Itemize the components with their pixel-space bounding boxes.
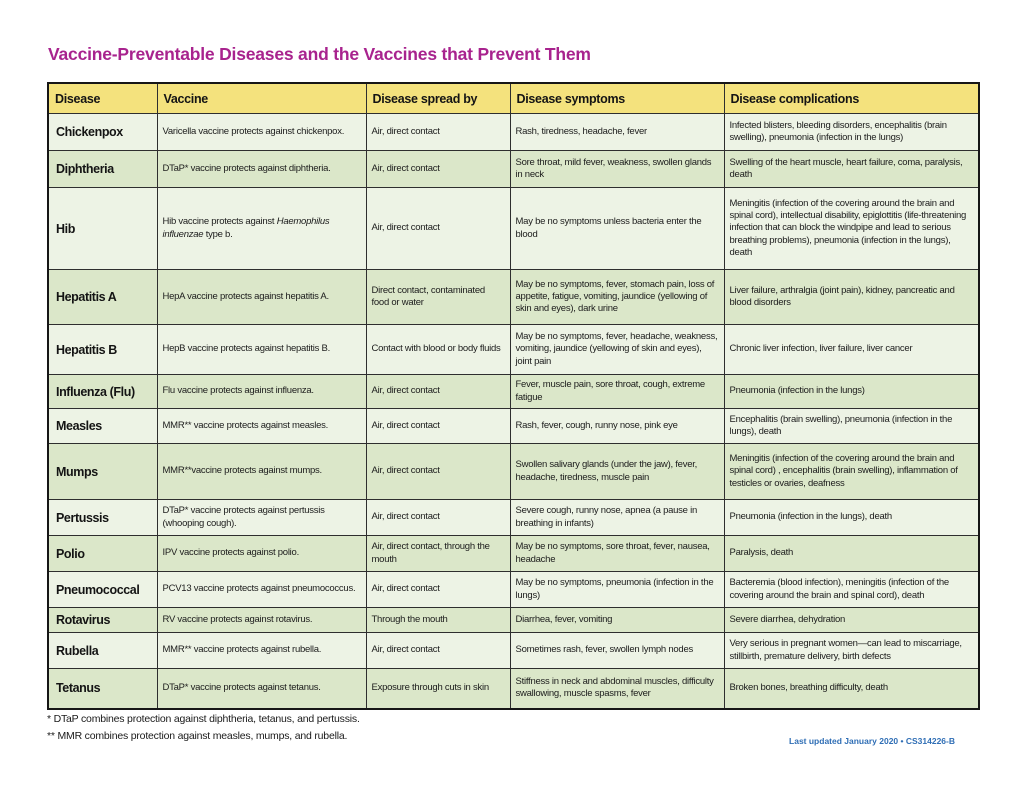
footnote-mmr: ** MMR combines protection against measles, mumps, and rubella. [47, 729, 348, 742]
cell-symptoms: Stiffness in neck and abdominal muscles, difficulty swallowing, muscle spasms, fever [510, 669, 724, 709]
cell-complications: Swelling of the heart muscle, heart failure, coma, paralysis, death [724, 151, 979, 188]
cell-complications: Pneumonia (infection in the lungs) [724, 375, 979, 409]
column-header-complications: Disease complications [724, 83, 979, 114]
cell-vaccine [157, 188, 366, 270]
cell-symptoms: May be no symptoms, pneumonia (infection in the lungs) [510, 572, 724, 608]
cell-complications: Pneumonia (infection in the lungs), death [724, 500, 979, 536]
cell-complications: Broken bones, breathing difficulty, death [724, 669, 979, 709]
cell-symptoms: Swollen salivary glands (under the jaw), fever, headache, tiredness, muscle pain [510, 444, 724, 500]
cell-disease: Influenza (Flu) [48, 375, 157, 409]
cell-disease: Hib [48, 188, 157, 270]
table-row [48, 188, 979, 270]
table-row [48, 270, 979, 325]
cell-symptoms: May be no symptoms, fever, headache, weakness, vomiting, jaundice (yellowing of skin and eyes), joint pain [510, 325, 724, 375]
cell-disease: Mumps [48, 444, 157, 500]
cell-vaccine: DTaP* vaccine protects against pertussis (whooping cough). [157, 500, 366, 536]
table-row [48, 572, 979, 608]
table-row [48, 669, 979, 709]
cell-complications: Severe diarrhea, dehydration [724, 608, 979, 633]
cell-complications: Paralysis, death [724, 536, 979, 572]
cell-symptoms: Rash, fever, cough, runny nose, pink eye [510, 409, 724, 444]
cell-symptoms: Sore throat, mild fever, weakness, swollen glands in neck [510, 151, 724, 188]
last-updated-note: Last updated January 2020 • CS314226-B [789, 736, 955, 746]
vaccine-text: type b. [203, 228, 233, 240]
cell-symptoms: Fever, muscle pain, sore throat, cough, extreme fatigue [510, 375, 724, 409]
cell-vaccine: Flu vaccine protects against influenza. [157, 375, 366, 409]
vaccine-text: Hib vaccine protects against [162, 216, 277, 228]
table-row [48, 633, 979, 669]
cell-complications: Meningitis (infection of the covering around the brain and spinal cord) , encephalitis (brain swelling), inflammation of testicles or ovaries, deafness [724, 444, 979, 500]
table-row [48, 608, 979, 633]
page-title: Vaccine-Preventable Diseases and the Vaccines that Prevent Them [48, 44, 591, 64]
cell-complications: Chronic liver infection, liver failure, liver cancer [724, 325, 979, 375]
cell-spread: Air, direct contact [366, 114, 510, 151]
table-row [48, 409, 979, 444]
cell-disease: Pneumococcal [48, 572, 157, 608]
cell-vaccine: RV vaccine protects against rotavirus. [157, 608, 366, 633]
table-row [48, 536, 979, 572]
cell-disease: Rotavirus [48, 608, 157, 633]
cell-symptoms: May be no symptoms, sore throat, fever, nausea, headache [510, 536, 724, 572]
cell-disease: Chickenpox [48, 114, 157, 151]
cell-disease: Polio [48, 536, 157, 572]
cell-spread: Contact with blood or body fluids [366, 325, 510, 375]
cell-spread: Air, direct contact [366, 572, 510, 608]
cell-symptoms: May be no symptoms unless bacteria enter the blood [510, 188, 724, 270]
cell-disease: Rubella [48, 633, 157, 669]
cell-disease: Pertussis [48, 500, 157, 536]
cell-disease: Diphtheria [48, 151, 157, 188]
cell-symptoms: Severe cough, runny nose, apnea (a pause in breathing in infants) [510, 500, 724, 536]
cell-spread: Air, direct contact [366, 633, 510, 669]
cell-complications: Meningitis (infection of the covering around the brain and spinal cord), intellectual disability, epiglottitis (life-threatening infection that can block the windpipe and lead to serious breathing problems), pneumonia (infection in the lungs), death [724, 188, 979, 270]
cell-vaccine: Varicella vaccine protects against chickenpox. [157, 114, 366, 151]
cell-symptoms: Rash, tiredness, headache, fever [510, 114, 724, 151]
column-header-vaccine: Vaccine [157, 83, 366, 114]
header-row [48, 83, 979, 114]
cell-spread: Air, direct contact [366, 500, 510, 536]
cell-vaccine: HepB vaccine protects against hepatitis B. [157, 325, 366, 375]
table-row [48, 375, 979, 409]
table-row [48, 151, 979, 188]
cell-spread: Direct contact, contaminated food or water [366, 270, 510, 325]
cell-disease: Hepatitis A [48, 270, 157, 325]
cell-spread: Air, direct contact [366, 151, 510, 188]
table-row [48, 114, 979, 151]
vaccine-table [47, 82, 980, 710]
cell-symptoms: Diarrhea, fever, vomiting [510, 608, 724, 633]
cell-complications: Encephalitis (brain swelling), pneumonia (infection in the lungs), death [724, 409, 979, 444]
cell-disease: Measles [48, 409, 157, 444]
table-row [48, 500, 979, 536]
cell-complications: Infected blisters, bleeding disorders, encephalitis (brain swelling), pneumonia (infection in the lungs) [724, 114, 979, 151]
cell-spread: Air, direct contact, through the mouth [366, 536, 510, 572]
cell-complications: Bacteremia (blood infection), meningitis (infection of the covering around the brain and spinal cord), death [724, 572, 979, 608]
cell-spread: Air, direct contact [366, 444, 510, 500]
cell-complications: Very serious in pregnant women—can lead to miscarriage, stillbirth, premature delivery, birth defects [724, 633, 979, 669]
cell-disease: Tetanus [48, 669, 157, 709]
cell-spread: Air, direct contact [366, 375, 510, 409]
cell-spread: Through the mouth [366, 608, 510, 633]
vaccine-text-italic: Haemophilus influenzae [162, 216, 330, 240]
cell-vaccine: MMR**vaccine protects against mumps. [157, 444, 366, 500]
cell-symptoms: Sometimes rash, fever, swollen lymph nodes [510, 633, 724, 669]
cell-vaccine: HepA vaccine protects against hepatitis A. [157, 270, 366, 325]
cell-vaccine: PCV13 vaccine protects against pneumococcus. [157, 572, 366, 608]
column-header-symptoms: Disease symptoms [510, 83, 724, 114]
cell-spread: Air, direct contact [366, 409, 510, 444]
cell-vaccine: MMR** vaccine protects against measles. [157, 409, 366, 444]
column-header-spread: Disease spread by [366, 83, 510, 114]
column-header-disease: Disease [48, 83, 157, 114]
cell-vaccine: MMR** vaccine protects against rubella. [157, 633, 366, 669]
cell-vaccine: DTaP* vaccine protects against diphtheria. [157, 151, 366, 188]
cell-spread: Exposure through cuts in skin [366, 669, 510, 709]
table-row [48, 325, 979, 375]
cell-vaccine: IPV vaccine protects against polio. [157, 536, 366, 572]
cell-symptoms: May be no symptoms, fever, stomach pain, loss of appetite, fatigue, vomiting, jaundice (yellowing of skin and eyes), dark urine [510, 270, 724, 325]
cell-spread: Air, direct contact [366, 188, 510, 270]
cell-disease: Hepatitis B [48, 325, 157, 375]
cell-complications: Liver failure, arthralgia (joint pain), kidney, pancreatic and blood disorders [724, 270, 979, 325]
cell-vaccine: DTaP* vaccine protects against tetanus. [157, 669, 366, 709]
footnote-dtap: * DTaP combines protection against diphtheria, tetanus, and pertussis. [47, 713, 360, 725]
table-row [48, 444, 979, 500]
